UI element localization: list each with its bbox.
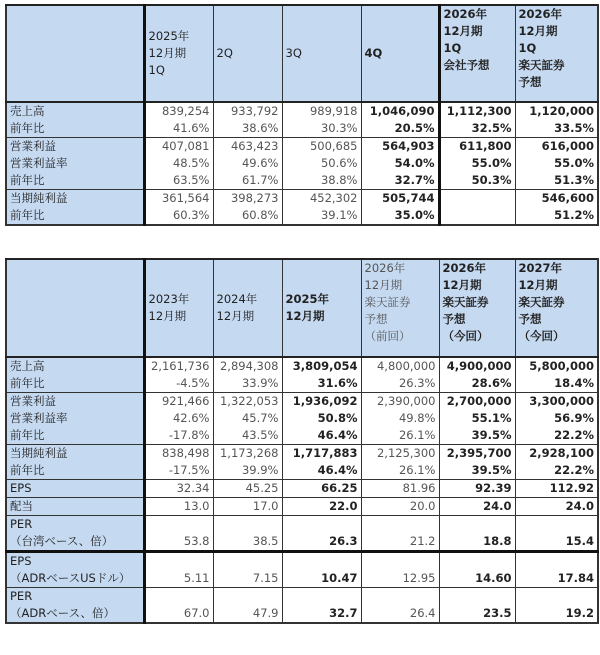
row-label-line: PER [10,589,33,603]
cell: 463,423 [213,138,282,156]
cell: 933,792 [213,102,282,120]
cell: 39.9% [213,462,282,480]
cell: 838,498 [144,445,213,463]
header-corner [6,5,144,102]
annual-results-table [5,258,599,624]
header-cell [515,259,598,357]
header-cell [439,259,515,357]
cell: 39.1% [282,207,361,225]
header-line: 12月期 [148,46,187,60]
cell: 41.6% [144,120,213,138]
cell: 43.5% [213,427,282,445]
header-line: 12月期 [285,309,325,323]
row-label-line: （ADRベースUSドル） [10,571,131,585]
cell: 5,800,000 [515,357,598,375]
cell: 10.47 [282,552,361,588]
row-label: 前年比 [6,172,144,190]
header-line: 会社予想 [443,58,490,72]
cell: 17.84 [515,552,598,588]
cell: 35.0% [361,207,439,225]
header-line: 2023年 [148,292,190,306]
header-line: 予想 [518,312,542,326]
cell: 53.8 [144,516,213,552]
row-label: 当期純利益 [6,190,144,208]
cell: 22.2% [515,462,598,480]
row-label-line: （ADRベース、倍） [10,606,115,620]
cell: 50.8% [282,410,361,427]
cell: 32.7% [361,172,439,190]
cell: 361,564 [144,190,213,208]
header-line: 1Q [518,41,537,55]
cell: 23.5 [439,588,515,624]
header-cell [144,259,213,357]
header-line: 12月期 [442,278,482,292]
cell: 26.1% [361,462,439,480]
cell: 14.60 [439,552,515,588]
cell: 4,900,000 [439,357,515,375]
cell: 1,173,268 [213,445,282,463]
cell: 45.7% [213,410,282,427]
cell: 30.3% [282,120,361,138]
table-row [6,427,598,445]
cell: 24.0 [515,498,598,516]
cell: 33.9% [213,375,282,393]
header-line: 楽天証券 [442,295,489,309]
header-line: 2024年 [216,292,258,306]
table-row [6,172,598,190]
header-line: 3Q [285,46,302,60]
header-cell [213,259,282,357]
table-header-row [6,259,598,357]
cell: 921,466 [144,393,213,411]
cell: 32.7 [282,588,361,624]
cell: 112.92 [515,480,598,498]
cell: 2,161,736 [144,357,213,375]
cell: -17.8% [144,427,213,445]
cell: 63.5% [144,172,213,190]
header-line: 2Q [216,46,233,60]
header-cell [282,5,361,102]
header-cell [515,5,598,102]
cell: 26.1% [361,427,439,445]
table-row [6,516,598,552]
cell: 66.25 [282,480,361,498]
header-line: 2025年 [285,292,330,306]
row-label: 当期純利益 [6,445,144,463]
cell: 5.11 [144,552,213,588]
cell: 2,928,100 [515,445,598,463]
header-cell [439,5,515,102]
header-line: （今回） [518,329,565,343]
cell: 48.5% [144,155,213,172]
cell [439,190,515,208]
header-line: 楽天証券 [518,295,565,309]
header-line: 2026年 [518,7,563,21]
cell: 55.1% [439,410,515,427]
header-line: 1Q [148,63,165,77]
cell: 51.3% [515,172,598,190]
header-corner [6,259,144,357]
cell: 55.0% [515,155,598,172]
row-label: 配当 [6,498,144,516]
cell: 989,918 [282,102,361,120]
cell: 1,120,000 [515,102,598,120]
header-cell [361,5,439,102]
header-cell [144,5,213,102]
header-line: 2025年 [148,29,190,43]
cell: 2,125,300 [361,445,439,463]
cell: 31.6% [282,375,361,393]
cell: 1,717,883 [282,445,361,463]
cell: 1,046,090 [361,102,439,120]
table-row [6,138,598,156]
table-row [6,445,598,463]
row-label-line: EPS [10,554,32,568]
cell: 38.6% [213,120,282,138]
cell: 398,273 [213,190,282,208]
cell: 1,936,092 [282,393,361,411]
header-line: 12月期 [148,309,187,323]
cell: 4,800,000 [361,357,439,375]
cell: 17.0 [213,498,282,516]
cell: 2,395,700 [439,445,515,463]
cell: 49.6% [213,155,282,172]
cell: 47.9 [213,588,282,624]
table-row [6,190,598,208]
table-row [6,357,598,375]
cell: 38.8% [282,172,361,190]
cell: 60.3% [144,207,213,225]
cell: 2,700,000 [439,393,515,411]
cell: 60.8% [213,207,282,225]
header-line: 予想 [364,312,388,326]
cell: 33.5% [515,120,598,138]
cell: 46.4% [282,427,361,445]
cell: 1,322,053 [213,393,282,411]
cell: 39.5% [439,427,515,445]
cell: 19.2 [515,588,598,624]
cell: 56.9% [515,410,598,427]
row-label: 営業利益率 [6,155,144,172]
table-header-row [6,5,598,102]
cell: 22.0 [282,498,361,516]
cell: 81.96 [361,480,439,498]
cell: 2,894,308 [213,357,282,375]
header-cell [213,5,282,102]
cell: 55.0% [439,155,515,172]
cell: 7.15 [213,552,282,588]
cell: 26.4 [361,588,439,624]
cell: 546,600 [515,190,598,208]
cell: 28.6% [439,375,515,393]
table-row [6,410,598,427]
cell: 611,800 [439,138,515,156]
row-label [6,516,144,552]
cell: 839,254 [144,102,213,120]
table-row [6,588,598,624]
cell: 20.0 [361,498,439,516]
cell: 38.5 [213,516,282,552]
row-label: 前年比 [6,427,144,445]
table-row [6,207,598,225]
cell: 32.34 [144,480,213,498]
header-line: （今回） [442,329,489,343]
header-line: 12月期 [443,24,483,38]
header-cell [282,259,361,357]
table-row [6,462,598,480]
cell: 3,809,054 [282,357,361,375]
cell: 51.2% [515,207,598,225]
cell: 13.0 [144,498,213,516]
table-row [6,120,598,138]
cell: 18.4% [515,375,598,393]
table-row [6,375,598,393]
row-label: EPS [6,480,144,498]
table-row [6,552,598,588]
cell: 92.39 [439,480,515,498]
quarterly-results-table [5,4,599,226]
cell: 50.6% [282,155,361,172]
cell: 67.0 [144,588,213,624]
cell: 24.0 [439,498,515,516]
cell: 18.8 [439,516,515,552]
cell: 21.2 [361,516,439,552]
header-line: 12月期 [518,278,558,292]
cell: 3,300,000 [515,393,598,411]
header-line: 2026年 [443,7,488,21]
cell: 505,744 [361,190,439,208]
cell: 45.25 [213,480,282,498]
table-row [6,102,598,120]
row-label: 前年比 [6,207,144,225]
cell: 20.5% [361,120,439,138]
cell: 26.3% [361,375,439,393]
header-line: 1Q [443,41,462,55]
table-row [6,498,598,516]
cell: 42.6% [144,410,213,427]
header-line: 楽天証券 [364,295,411,309]
header-line: （前回） [364,329,411,343]
cell: -17.5% [144,462,213,480]
header-line: 2027年 [518,261,563,275]
cell: 15.4 [515,516,598,552]
row-label-line: （台湾ベース、倍） [10,534,114,548]
cell: 54.0% [361,155,439,172]
row-label [6,588,144,624]
cell [439,207,515,225]
table-row [6,480,598,498]
row-label [6,552,144,588]
table-row [6,393,598,411]
header-line: 予想 [518,75,542,89]
row-label: 営業利益 [6,393,144,411]
header-line: 2026年 [364,261,406,275]
row-label: 営業利益率 [6,410,144,427]
header-line: 2026年 [442,261,487,275]
cell: -4.5% [144,375,213,393]
header-line: 予想 [442,312,466,326]
cell: 2,390,000 [361,393,439,411]
cell: 500,685 [282,138,361,156]
cell: 49.8% [361,410,439,427]
cell: 452,302 [282,190,361,208]
row-label: 前年比 [6,462,144,480]
cell: 407,081 [144,138,213,156]
header-line: 楽天証券 [518,58,565,72]
header-line: 12月期 [216,309,255,323]
cell: 50.3% [439,172,515,190]
header-cell [361,259,439,357]
cell: 32.5% [439,120,515,138]
cell: 1,112,300 [439,102,515,120]
header-line: 4Q [364,46,383,60]
row-label-line: PER [10,517,33,531]
header-line: 12月期 [518,24,558,38]
row-label: 前年比 [6,120,144,138]
row-label: 前年比 [6,375,144,393]
cell: 39.5% [439,462,515,480]
cell: 26.3 [282,516,361,552]
cell: 22.2% [515,427,598,445]
row-label: 売上高 [6,102,144,120]
cell: 564,903 [361,138,439,156]
row-label: 売上高 [6,357,144,375]
cell: 616,000 [515,138,598,156]
header-line: 12月期 [364,278,403,292]
cell: 46.4% [282,462,361,480]
cell: 12.95 [361,552,439,588]
table-row [6,155,598,172]
cell: 61.7% [213,172,282,190]
row-label: 営業利益 [6,138,144,156]
